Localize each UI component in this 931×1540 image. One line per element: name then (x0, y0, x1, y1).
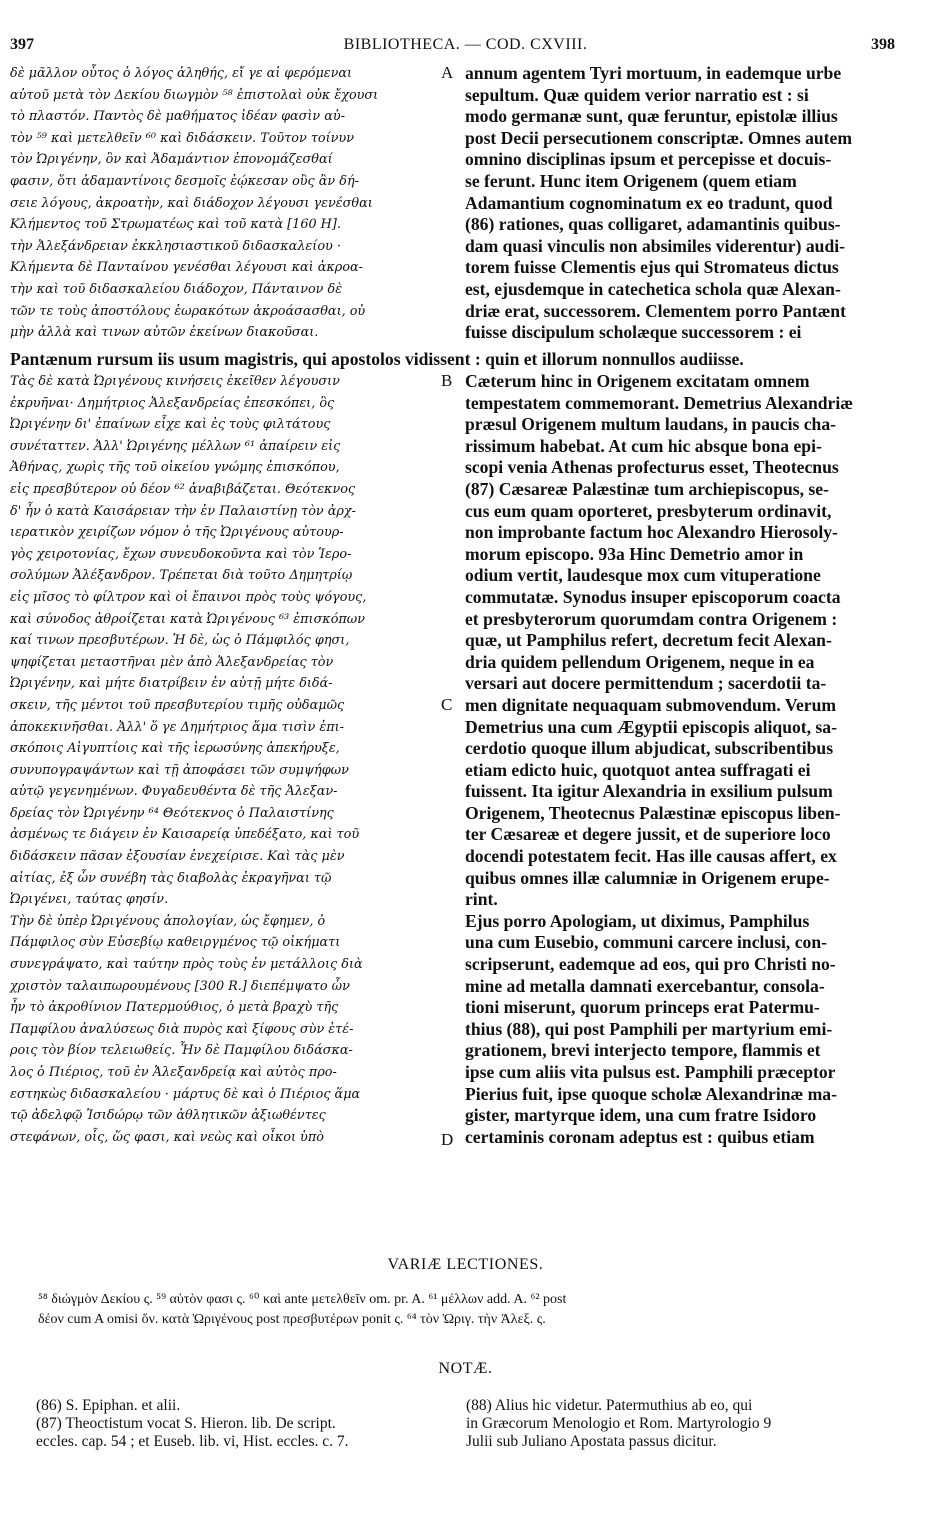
variae-lectiones-heading: VARIÆ LECTIONES. (387, 1256, 544, 1273)
latin-text-line: annum agentem Tyri mortuum, in eademque urbe (465, 63, 842, 83)
greek-text-line: σολύμων Ἀλέξανδρον. Τρέπεται διὰ τοῦτο Δημητρίῳ (10, 568, 353, 584)
greek-text-line: ἐκρυῆναι· Δημήτριος Ἀλεξανδρείας ἐπεσκόπει, ὃς (10, 395, 335, 411)
greek-text-line: ιερατικὸν χειρίζων νόμον ὁ τῆς Ὠριγένους αὐτουρ- (10, 525, 344, 541)
greek-text-line: ἀποκεκινῆσθαι. Ἀλλ' ὅ γε Δημήτριος ἅμα τισὶν ἐπι- (10, 719, 344, 735)
greek-text-line: ἀσμένως τε διάγειν ἐν Καισαρείᾳ ὑπεδέξατο, καὶ τοῦ (10, 827, 360, 843)
latin-text-line: mine ad metalla damnati exercebantur, consola- (465, 975, 825, 996)
greek-text-line: Ὠριγένει, ταύτας φησίν. (10, 892, 169, 908)
latin-text-line: Pierius fuit, ipse quoque scholæ Alexandrinæ ma- (465, 1083, 837, 1104)
greek-text-line: ἦν τὸ ἀκροθίνιον Πατερμούθιος, ὁ μετὰ βραχὺ τῆς (10, 1000, 339, 1016)
latin-text-line: ipse cum aliis vita pulsus est. Pamphili præceptor (465, 1062, 836, 1082)
margin-marker-a: A (441, 63, 454, 82)
greek-text-line: Τὰς δὲ κατὰ Ὠριγένους κινήσεις ἐκεῖθεν λέγουσιν (10, 374, 340, 389)
latin-text-line: rint. (465, 889, 498, 910)
greek-text-line: ψηφίζεται μεταστῆναι μὲν ἀπὸ Ἀλεξανδρείας τὸν (10, 654, 334, 670)
latin-text-line: certaminis coronam adeptus est : quibus etiam (465, 1126, 815, 1147)
greek-text-line: αἰτίας, ἐξ ὧν συνέβη τὰς διαβολὰς ἐκραγῆναι τῷ (10, 870, 332, 886)
page-number-right: 398 (871, 36, 895, 53)
latin-text-line: tioni miserunt, quorum princeps erat Patermu- (465, 997, 820, 1018)
notes-right (466, 1397, 906, 1451)
latin-text-line: gister, martyrque idem, una cum fratre Isidoro (465, 1105, 817, 1126)
running-title: BIBLIOTHECA. — COD. CXVIII. (343, 36, 588, 53)
greek-text-line: τὴν καὶ τοῦ διδασκαλείου διάδοχον, Πάνταινον δὲ (10, 281, 343, 297)
greek-text-line: αὐτῷ γεγενημένων. Φυγαδευθέντα δὲ τῆς Ἀλεξαν- (10, 784, 338, 800)
latin-text-line: Ejus porro Apologiam, ut diximus, Pamphilus (465, 910, 810, 931)
greek-text-line: φασιν, ὅτι ἀδαμαντίνοις δεσμοῖς ἐῴκεσαν οὓς ἂν δή- (10, 173, 359, 189)
latin-text-line: odium vertit, laudesque mox cum vituperatione (465, 565, 821, 586)
greek-text-line: Ὠριγένην δι' ἐπαίνων εἶχε καὶ ἐς τοὺς φιλτάτους (10, 417, 331, 433)
greek-text-line: τὸν Ὠριγένην, ὃν καὶ Ἀδαμάντιον ἐπονομάζεσθαί (10, 152, 333, 168)
greek-text-line: δρείας τὸν Ὠριγένην ⁶⁴ Θεότεκνος ὁ Παλαιστίνης (10, 805, 334, 821)
page-header (0, 36, 931, 56)
variae-lectiones (38, 1290, 898, 1330)
latin-column-bottom (465, 371, 910, 1148)
note-line: (87) Theoctistum vocat S. Hieron. lib. De script. (36, 1415, 336, 1432)
greek-text-line: λος ὁ Πιέριος, τοῦ ἐν Ἀλεξανδρείᾳ καὶ αὐτὸς προ- (10, 1065, 337, 1080)
latin-text-line: cerdotio quoque illum abjudicat, subscribentibus (465, 738, 834, 759)
latin-text-line: Demetrius una cum Ægyptii episcopis aliquot, sa- (465, 716, 837, 737)
greek-text-line: μὴν ἀλλὰ καὶ τινων αὐτῶν ἐκείνων διακοῦσαι. (10, 325, 319, 341)
greek-column-top (10, 63, 450, 344)
latin-text-line: Origenem, Theotecnus Palæstinæ episcopus liben- (465, 802, 841, 823)
greek-text-line: δὲ μᾶλλον οὗτος ὁ λόγος ἀληθής, εἴ γε αἱ φερόμεναι (10, 66, 353, 81)
latin-text-line: dam quasi vinculis non absimiles viderentur) audi- (465, 235, 845, 256)
latin-text-line: grationem, brevi interjecto tempore, flammis et (465, 1040, 821, 1061)
latin-text-line: et presbyterorum quorumdam contra Origenem : (465, 608, 838, 629)
notes-left (36, 1397, 456, 1451)
latin-text-line: scripserunt, eademque ad eos, qui pro Christi no- (465, 954, 836, 975)
latin-text-line: sepultum. Quæ quidem verior narratio est : si (465, 84, 809, 105)
latin-text-line: tempestatem commemorant. Demetrius Alexandriæ (465, 392, 853, 413)
latin-text-line: fuisse discipulum scholæque successorem : ei (465, 322, 802, 343)
greek-text-line: σκόποις Αἰγυπτίοις καὶ τῆς ἱερωσύνης ἀπεκήρυξε, (10, 741, 340, 757)
greek-text-line: τῶν τε τοὺς ἀποστόλους ἑωρακότων ἀκροάσασθαι, οὐ (10, 303, 366, 319)
greek-text-line: ροις τὸν βίον τελειωθείς. Ἦν δὲ Παμφίλου διδάσκα- (10, 1043, 353, 1059)
greek-text-line: Ὠριγένην, καὶ μήτε διατρίβειν ἐν αὐτῇ μήτε διδά- (10, 676, 333, 692)
note-line: (88) Alius hic videtur. Patermuthius ab eo, qui (466, 1397, 753, 1414)
latin-text-line: men dignitate nequaquam submovendum. Verum (465, 694, 837, 715)
greek-text-line: χριστὸν ταλαιπωρουμένους [300 R.] διεπέμψατο ὧν (10, 978, 350, 994)
greek-column-bottom (10, 371, 453, 1148)
greek-text-line: τὸν ⁵⁹ καὶ μετελθεῖν ⁶⁰ καὶ διδάσκειν. Τοῦτον τοίνυν (10, 130, 354, 146)
greek-text-line: εἰς πρεσβύτερον οὐ δέον ⁶² ἀναβιβάζεται. Θεότεκνος (10, 481, 356, 497)
margin-marker-c: C (441, 695, 453, 714)
greek-text-line: σκειν, τῆς μέντοι τοῦ πρεσβυτερίου τιμῆς οὐδαμῶς (10, 697, 345, 713)
latin-text-line: ter Cæsareæ et degere jussit, et de superiore loco (465, 824, 831, 845)
note-line: Julii sub Juliano Apostata passus dicitur. (466, 1433, 717, 1450)
greek-text-line: Ἀθήνας, χωρὶς τῆς τοῦ οἰκείου γνώμης ἐπισκόπου, (10, 460, 340, 476)
margin-marker-b: B (441, 371, 453, 390)
variant-reading-line: δέον cum A omisi ὄν. κατὰ Ὠριγένους post πρεσβυτέρων ponit ς. ⁶⁴ τὸν Ὠριγ. τὴν Ἀλεξ. ς. (38, 1312, 546, 1327)
latin-text-line: thius (88), qui post Pamphili per martyrium emi- (465, 1018, 833, 1039)
variant-reading-line: ⁵⁸ διώγμὸν Δεκίου ς. ⁵⁹ αὐτὸν φασι ς. ⁶⁰ καὶ ante μετελθεῖν om. pr. A. ⁶¹ μέλλων add. A. ⁶² post (38, 1292, 567, 1307)
notae-heading: NOTÆ. (438, 1360, 493, 1377)
greek-text-line: Τὴν δὲ ὑπὲρ Ὠριγένους ἀπολογίαν, ὡς ἔφημεν, ὁ (10, 913, 326, 929)
latin-text-line: post Decii persecutionem conscriptæ. Omnes autem (465, 127, 853, 148)
greek-text-line: Κλήμεντα δὲ Πανταίνου γενέσθαι λέγουσι καὶ ἀκροα- (10, 260, 363, 276)
latin-text-line: cus eum quam oporteret, presbyterum ordinavit, (465, 500, 832, 521)
greek-text-line: συνέταττεν. Ἀλλ' Ὠριγένης μέλλων ⁶¹ ἀπαίρειν εἰς (10, 438, 341, 454)
full-width-line: Pantænum rursum iis usum magistris, qui apostolos vidissent : quin et illorum nonnullos audiisse. (10, 349, 744, 369)
greek-text-line: γὸς χειροτονίας, ἔχων συνευδοκοῦντα καὶ τὸν Ἱερο- (10, 546, 352, 562)
note-line: (86) S. Epiphan. et alii. (36, 1397, 181, 1414)
latin-text-line: (87) Cæsareæ Palæstinæ tum archiepiscopus, se- (465, 478, 829, 499)
greek-text-line: σειε λόγους, ἀκροατὴν, καὶ διάδοχον λέγουσι γενέσθαι (10, 195, 373, 211)
greek-text-line: τὸ πλαστόν. Παντὸς δὲ μαθήματος ἰδέαν φασὶν αὐ- (10, 109, 346, 125)
latin-text-line: driæ erat, successorem. Clementem porro Pantænt (465, 300, 846, 321)
latin-text-line: quæ, ut Pamphilus refert, decretum fecit Alexan- (465, 630, 832, 651)
latin-text-line: una cum Eusebio, communi carcere inclusi, con- (465, 932, 827, 953)
latin-text-line: (86) rationes, quas colligaret, adamantinis quibus- (465, 214, 841, 235)
latin-text-line: rissimum habebat. At cum hic absque bona epi- (465, 435, 822, 456)
latin-text-line: est, ejusdemque in catechetica schola quæ Alexan- (465, 278, 841, 299)
latin-text-line: omnino disciplinas ipsum et percepisse et docuis- (465, 149, 832, 170)
greek-text-line: εστηκὼς διδασκαλείου · μάρτυς δὲ καὶ ὁ Πιέριος ἅμα (10, 1086, 361, 1102)
latin-text-line: docendi potestatem fecit. Has ille causas affert, ex (465, 846, 837, 867)
latin-text-line: versari aut docere permittendum ; sacerdotii ta- (465, 673, 827, 694)
latin-text-line: se ferunt. Hunc item Origenem (quem etiam (465, 170, 797, 191)
latin-text-line: dria quidem pellendum Origenem, neque in ea (465, 651, 815, 672)
latin-text-line: scopi venia Athenas profecturus esset, Theotecnus (465, 457, 839, 478)
greek-text-line: διδάσκειν πᾶσαν ἐξουσίαν ἐνεχείρισε. Καὶ τὰς μὲν (10, 849, 345, 865)
greek-text-line: καί τινων πρεσβυτέρων. Ἡ δὲ, ὡς ὁ Πάμφιλός φησι, (10, 633, 350, 649)
greek-text-line: συνυπογραψάντων καὶ τῇ ἀποφάσει τῶν συμψήφων (10, 762, 349, 778)
greek-text-line: Πάμφιλος σὺν Εὐσεβίῳ καθειργμένος τῷ οἰκήματι (10, 935, 341, 951)
latin-text-line: quibus omnes illæ calumniæ in Origenem erupe- (465, 867, 830, 888)
note-line: in Græcorum Menologio et Rom. Martyrologio 9 (466, 1415, 772, 1432)
greek-text-line: Κλήμεντος τοῦ Στρωματέως καὶ τοῦ κατὰ [160 H]. (10, 217, 341, 233)
greek-text-line: Παμφίλου ἀναλύσεως διὰ πυρὸς καὶ ξίφους σὺν ἑτέ- (10, 1021, 354, 1037)
page-number-left: 397 (10, 36, 34, 53)
note-line: eccles. cap. 54 ; et Euseb. lib. vi, Hist. eccles. c. 7. (36, 1433, 349, 1450)
greek-text-line: τῷ ἀδελφῷ Ἰσιδώρῳ τῶν ἀθλητικῶν ἀξιωθέντες (10, 1108, 326, 1124)
latin-text-line: modo germanæ sunt, quæ feruntur, epistolæ illius (465, 106, 838, 127)
latin-text-line: fuissent. Ita igitur Alexandria in exsilium pulsum (465, 781, 833, 802)
latin-text-line: commutatæ. Synodus insuper episcoporum coacta (465, 586, 841, 607)
greek-text-line: καὶ σύνοδος ἀθροίζεται κατὰ Ὠριγένους ⁶³ ἐπισκόπων (10, 611, 366, 627)
greek-text-line: δ' ἦν ὁ κατὰ Καισάρειαν τὴν ἐν Παλαιστίνῃ τὸν ἀρχ- (10, 503, 356, 519)
latin-text-line: torem fuisse Clementis ejus qui Stromateus dictus (465, 257, 839, 278)
latin-text-line: non improbante factum hoc Alexandro Hierosoly- (465, 522, 838, 543)
greek-text-line: στεφάνων, οἷς, ὥς φασι, καὶ νεὼς καὶ οἶκοι ὑπὸ (10, 1129, 324, 1145)
latin-text-line: etiam edicto huic, quotquot antea suffragati ei (465, 759, 811, 780)
greek-text-line: συνεγράψατο, καὶ ταύτην πρὸς τοὺς ἐν μετάλλοις διὰ (10, 957, 363, 973)
latin-column-top (465, 63, 910, 344)
greek-text-line: τὴν Ἀλεξάνδρειαν ἐκκλησιαστικοῦ διδασκαλείου · (10, 238, 341, 254)
latin-text-line: Cæterum hinc in Origenem excitatam omnem (465, 371, 810, 391)
latin-text-line: Adamantium cognominatum ex eo tradunt, quod (465, 192, 833, 213)
greek-text-line: αὐτοῦ μετὰ τὸν Δεκίου διωγμὸν ⁵⁸ ἐπιστολαὶ οὐκ ἔχουσι (10, 87, 379, 103)
latin-text-line: morum episcopo. 93a Hinc Demetrio amor in (465, 543, 804, 564)
greek-text-line: εἰς μῖσος τὸ φίλτρον καὶ οἱ ἔπαινοι πρὸς τοὺς ψόγους, (10, 589, 367, 605)
latin-text-line: præsul Origenem multum laudans, in paucis cha- (465, 414, 836, 435)
margin-marker-d: D (441, 1130, 454, 1149)
